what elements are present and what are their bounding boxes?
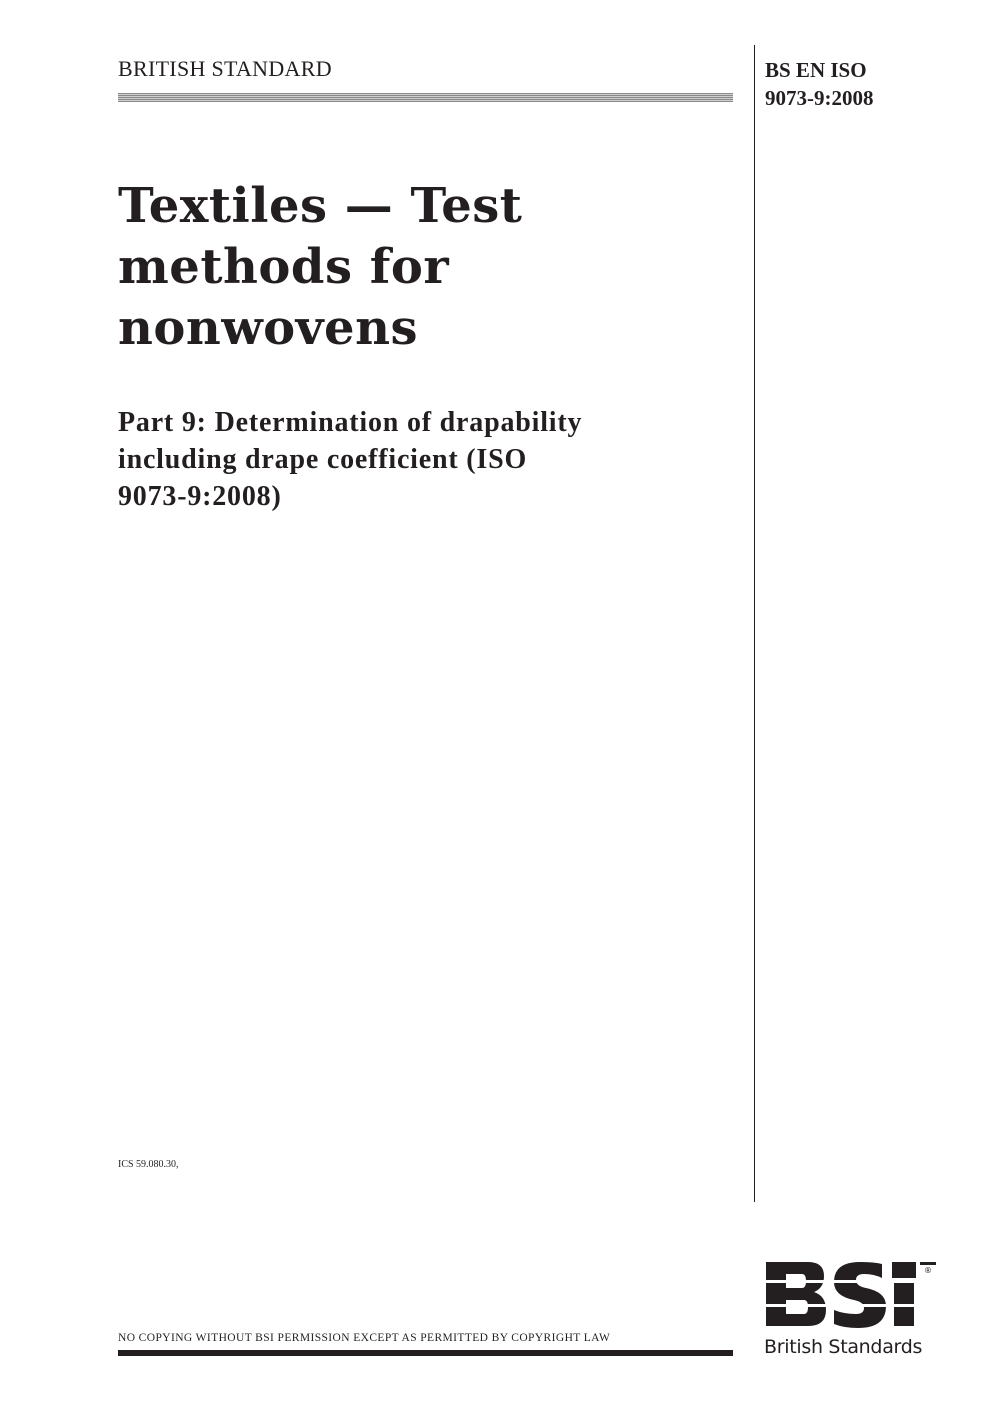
copyright-notice: NO COPYING WITHOUT BSI PERMISSION EXCEPT AS PERMITTED BY COPYRIGHT LAW (118, 1332, 611, 1344)
title-line1: Textiles — Test (118, 178, 523, 234)
bsi-logo-mark (764, 1258, 936, 1330)
ics-code: ICS 59.080.30, (118, 1159, 179, 1170)
standard-number-line2: 9073-9:2008 (765, 86, 874, 110)
header-label: BRITISH STANDARD (118, 56, 332, 81)
vertical-divider (754, 45, 755, 1202)
document-title (118, 176, 718, 359)
subtitle-line3: 9073-9:2008) (118, 481, 282, 512)
subtitle-line1: Part 9: Determination of drapability (118, 407, 583, 438)
subtitle-line2: including drape coefficient (ISO (118, 444, 528, 475)
bsi-logo-caption: British Standards (764, 1336, 923, 1358)
header-rule (118, 93, 733, 102)
title-line2: methods for (118, 239, 450, 295)
svg-text:®: ® (924, 1266, 932, 1275)
standard-number (765, 56, 965, 112)
standard-number-line1: BS EN ISO (765, 58, 867, 82)
bsi-logo (764, 1258, 936, 1363)
title-line3: nonwovens (118, 300, 418, 356)
document-subtitle (118, 404, 738, 515)
footer-rule (118, 1350, 733, 1356)
